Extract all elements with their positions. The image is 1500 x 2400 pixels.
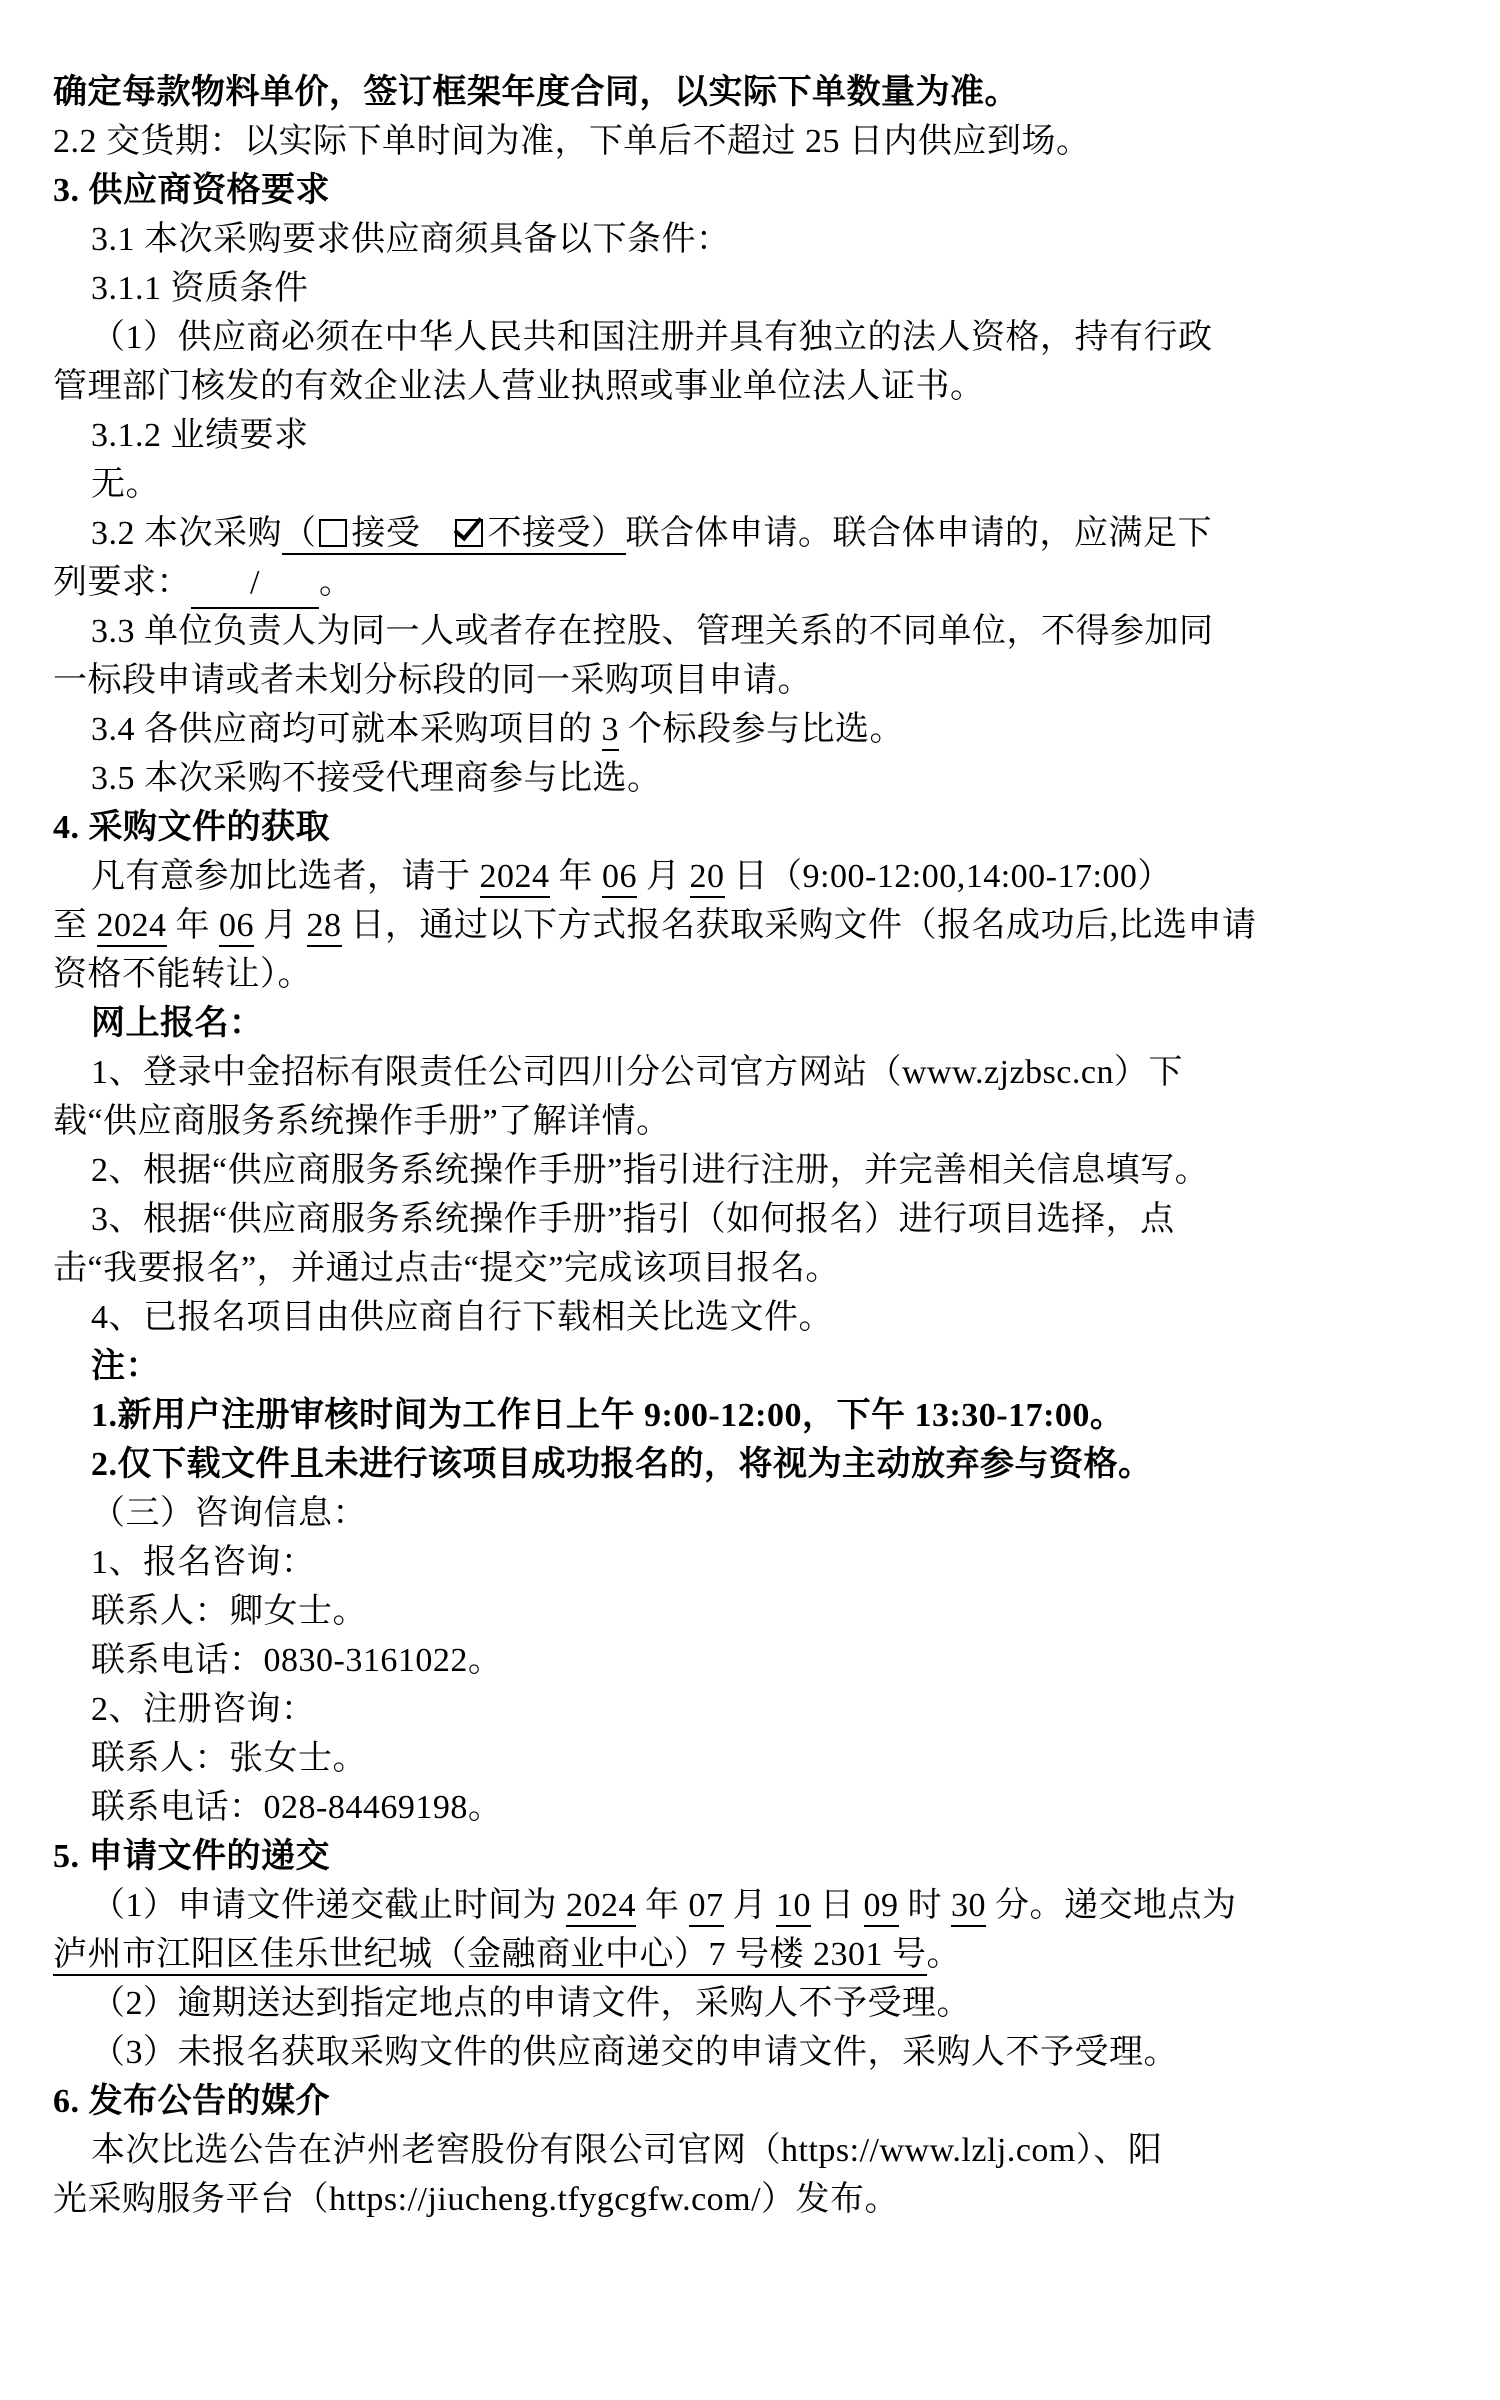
deadline-year: 2024 bbox=[566, 1887, 636, 1927]
announcement-media-line2: 光采购服务平台（https://jiucheng.tfygcgfw.com/）发布。 bbox=[53, 2181, 900, 2218]
deadline-day: 10 bbox=[776, 1887, 811, 1927]
registration-period-line3: 资格不能转让）。 bbox=[53, 956, 312, 993]
section-3-heading: 3. 供应商资格要求 bbox=[53, 172, 330, 209]
online-reg-step1-line2: 载“供应商服务系统操作手册”了解详情。 bbox=[53, 1103, 671, 1140]
not-accept-label: 不接受） bbox=[487, 515, 626, 552]
clause-3-4 bbox=[53, 705, 1445, 754]
reg-start-year: 2024 bbox=[480, 858, 550, 898]
clause-3-3-line1: 3.3 单位负责人为同一人或者存在控股、管理关系的不同单位，不得参加同 bbox=[91, 613, 1214, 650]
deadline-sep-month: 月 bbox=[723, 1887, 776, 1924]
clause-3-1-1-text-line1: （1）供应商必须在中华人民共和国注册并具有独立的法人资格，持有行政 bbox=[91, 319, 1213, 356]
online-reg-step1-line1: 1、登录中金招标有限责任公司四川分公司官方网站（www.zjzbsc.cn）下 bbox=[91, 1054, 1183, 1091]
clause-3-2-line1 bbox=[53, 509, 1445, 558]
deadline-prefix: （1）申请文件递交截止时间为 bbox=[91, 1887, 566, 1924]
clause-3-2-line2 bbox=[53, 558, 1445, 607]
consult-account-contact-name: 联系人：张女士。 bbox=[91, 1740, 367, 1777]
note-item1: 1.新用户注册审核时间为工作日上午 9:00-12:00，下午 13:30-17:00。 bbox=[91, 1397, 1125, 1434]
reg-start-month: 06 bbox=[602, 858, 637, 898]
accept-label: 接受 bbox=[351, 515, 421, 552]
reg-end-prefix: 至 bbox=[53, 907, 97, 944]
section-5-heading: 5. 申请文件的递交 bbox=[53, 1838, 330, 1875]
registration-period-line1 bbox=[53, 852, 1445, 901]
checkbox-unchecked-icon bbox=[319, 519, 347, 547]
submission-address-period: 。 bbox=[926, 1936, 961, 1973]
consult-registration-heading: 1、报名咨询： bbox=[91, 1544, 316, 1581]
consult-account-heading: 2、注册咨询： bbox=[91, 1691, 316, 1728]
announcement-media-line1: 本次比选公告在泸州老窖股份有限公司官网（https://www.lzlj.com）、阳 bbox=[91, 2132, 1163, 2169]
deadline-month: 07 bbox=[689, 1887, 724, 1927]
clause-5-2: （2）逾期送达到指定地点的申请文件，采购人不予受理。 bbox=[91, 1985, 971, 2022]
paragraph-contract-basis: 确定每款物料单价，签订框架年度合同，以实际下单数量为准。 bbox=[53, 74, 1019, 111]
section-4-heading: 4. 采购文件的获取 bbox=[53, 809, 330, 846]
clause-3-1-2-none: 无。 bbox=[91, 466, 160, 503]
deadline-suffix: 分。递交地点为 bbox=[986, 1887, 1237, 1924]
online-reg-step4: 4、已报名项目由供应商自行下载相关比选文件。 bbox=[91, 1299, 833, 1336]
consult-info-heading: （三）咨询信息： bbox=[91, 1495, 367, 1532]
consult-reg-contact-phone: 联系电话：0830-3161022。 bbox=[91, 1642, 503, 1679]
clause-5-3: （3）未报名获取采购文件的供应商递交的申请文件，采购人不予受理。 bbox=[91, 2034, 1178, 2071]
submission-address-line bbox=[53, 1930, 1445, 1979]
deadline-hour: 09 bbox=[864, 1887, 899, 1927]
joint-bid-options bbox=[282, 515, 626, 555]
lot-count-value: 3 bbox=[602, 711, 620, 751]
note-item2: 2.仅下载文件且未进行该项目成功报名的，将视为主动放弃参与资格。 bbox=[91, 1446, 1153, 1483]
fill-in-blank: / bbox=[191, 558, 319, 609]
reg-period-prefix: 凡有意参加比选者，请于 bbox=[91, 858, 480, 895]
reg-end-year: 2024 bbox=[97, 907, 167, 947]
deadline-sep-year: 年 bbox=[636, 1887, 689, 1924]
clause-3-2-line2-label: 列要求： bbox=[53, 564, 191, 601]
reg-end-sep-year: 年 bbox=[166, 907, 219, 944]
section-6-heading: 6. 发布公告的媒介 bbox=[53, 2083, 330, 2120]
submission-deadline-line1 bbox=[53, 1881, 1445, 1930]
deadline-sep-hour: 时 bbox=[898, 1887, 951, 1924]
clause-3-1: 3.1 本次采购要求供应商须具备以下条件： bbox=[91, 221, 731, 258]
deadline-sep-day: 日 bbox=[811, 1887, 864, 1924]
submission-address: 泸州市江阳区佳乐世纪城（金融商业中心）7 号楼 2301 号 bbox=[53, 1936, 927, 1976]
reg-end-day: 28 bbox=[307, 907, 342, 947]
clause-3-2-prefix: 3.2 本次采购 bbox=[91, 515, 282, 552]
reg-sep-year: 年 bbox=[549, 858, 602, 895]
clause-3-4-suffix: 个标段参与比选。 bbox=[619, 711, 904, 748]
clause-3-2-suffix: 联合体申请。联合体申请的，应满足下 bbox=[625, 515, 1212, 552]
online-registration-heading: 网上报名： bbox=[91, 1005, 264, 1042]
paren-open: （ bbox=[282, 515, 317, 552]
clause-3-3-line2: 一标段申请或者未划分标段的同一采购项目申请。 bbox=[53, 662, 812, 699]
clause-3-4-prefix: 3.4 各供应商均可就本采购项目的 bbox=[91, 711, 602, 748]
clause-3-5: 3.5 本次采购不接受代理商参与比选。 bbox=[91, 760, 662, 797]
note-heading: 注： bbox=[91, 1348, 160, 1385]
reg-start-day: 20 bbox=[690, 858, 725, 898]
reg-sep-month: 月 bbox=[637, 858, 690, 895]
consult-account-contact-phone: 联系电话：028-84469198。 bbox=[91, 1789, 503, 1826]
checkbox-checked-icon bbox=[455, 519, 483, 547]
reg-end-sep-month: 月 bbox=[254, 907, 307, 944]
registration-period-line2 bbox=[53, 901, 1445, 950]
online-reg-step3-line2: 击“我要报名”，并通过点击“提交”完成该项目报名。 bbox=[53, 1250, 840, 1287]
deadline-minute: 30 bbox=[951, 1887, 986, 1927]
consult-reg-contact-name: 联系人：卿女士。 bbox=[91, 1593, 367, 1630]
clause-3-1-2-heading: 3.1.2 业绩要求 bbox=[91, 417, 309, 454]
online-reg-step3-line1: 3、根据“供应商服务系统操作手册”指引（如何报名）进行项目选择，点 bbox=[91, 1201, 1175, 1238]
reg-start-hours: 日（9:00-12:00,14:00-17:00） bbox=[724, 858, 1172, 895]
clause-3-1-1-text-line2: 管理部门核发的有效企业法人营业执照或事业单位法人证书。 bbox=[53, 368, 985, 405]
online-reg-step2: 2、根据“供应商服务系统操作手册”指引进行注册，并完善相关信息填写。 bbox=[91, 1152, 1210, 1189]
clause-2-2-delivery: 2.2 交货期：以实际下单时间为准，下单后不超过 25 日内供应到场。 bbox=[53, 123, 1091, 160]
clause-3-1-1-heading: 3.1.1 资质条件 bbox=[91, 270, 309, 307]
reg-end-month: 06 bbox=[219, 907, 254, 947]
clause-3-2-line2-period: 。 bbox=[319, 564, 354, 601]
reg-end-suffix: 日，通过以下方式报名获取采购文件（报名成功后,比选申请 bbox=[341, 907, 1257, 944]
